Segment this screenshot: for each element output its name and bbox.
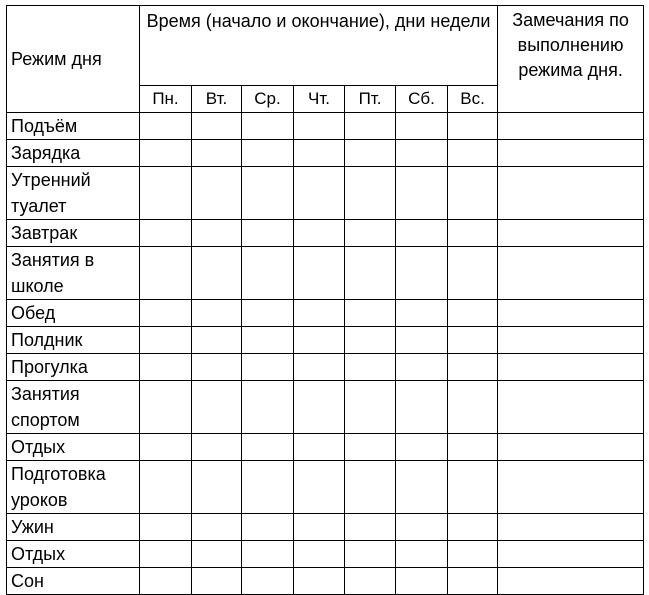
time-cell[interactable] <box>448 541 498 568</box>
time-cell[interactable] <box>192 113 242 140</box>
time-cell[interactable] <box>396 327 448 354</box>
header-mode: Режим дня <box>7 6 140 113</box>
time-cell[interactable] <box>294 354 345 381</box>
day-header-cell: Пт. <box>345 86 396 113</box>
time-cell[interactable] <box>448 140 498 167</box>
row-label: Завтрак <box>7 220 140 247</box>
time-cell[interactable] <box>345 461 396 514</box>
time-cell[interactable] <box>242 140 294 167</box>
time-cell[interactable] <box>294 381 345 434</box>
time-cell[interactable] <box>448 514 498 541</box>
time-cell[interactable] <box>448 327 498 354</box>
time-cell[interactable] <box>345 541 396 568</box>
time-cell[interactable] <box>345 300 396 327</box>
time-cell[interactable] <box>192 220 242 247</box>
time-cell[interactable] <box>345 434 396 461</box>
time-cell[interactable] <box>192 167 242 220</box>
table-row <box>7 140 644 167</box>
notes-cell[interactable] <box>498 514 644 541</box>
notes-cell[interactable] <box>498 113 644 140</box>
time-cell[interactable] <box>242 434 294 461</box>
time-cell[interactable] <box>345 113 396 140</box>
row-label: Прогулка <box>7 354 140 381</box>
time-cell[interactable] <box>345 167 396 220</box>
time-cell[interactable] <box>294 461 345 514</box>
table-row <box>7 541 644 568</box>
time-cell[interactable] <box>396 167 448 220</box>
time-cell[interactable] <box>396 434 448 461</box>
day-header-cell: Вт. <box>192 86 242 113</box>
row-label: Подъём <box>7 113 140 140</box>
time-cell[interactable] <box>294 568 345 595</box>
time-cell[interactable] <box>192 327 242 354</box>
row-label: Утренний туалет <box>7 167 140 220</box>
time-cell[interactable] <box>396 300 448 327</box>
time-cell[interactable] <box>396 514 448 541</box>
time-cell[interactable] <box>140 247 192 300</box>
time-cell[interactable] <box>294 220 345 247</box>
table-row <box>7 354 644 381</box>
time-cell[interactable] <box>140 327 192 354</box>
time-cell[interactable] <box>396 568 448 595</box>
notes-cell[interactable] <box>498 300 644 327</box>
table-row <box>7 327 644 354</box>
time-cell[interactable] <box>140 300 192 327</box>
time-cell[interactable] <box>345 140 396 167</box>
time-cell[interactable] <box>294 327 345 354</box>
row-label: Занятия спортом <box>7 381 140 434</box>
row-label: Подготовка уроков <box>7 461 140 514</box>
time-cell[interactable] <box>448 247 498 300</box>
row-label: Сон <box>7 568 140 595</box>
notes-cell[interactable] <box>498 354 644 381</box>
time-cell[interactable] <box>396 381 448 434</box>
time-cell[interactable] <box>294 514 345 541</box>
row-label: Отдых <box>7 434 140 461</box>
time-cell[interactable] <box>448 568 498 595</box>
time-cell[interactable] <box>242 541 294 568</box>
time-cell[interactable] <box>294 113 345 140</box>
table-body <box>7 113 644 595</box>
time-cell[interactable] <box>140 461 192 514</box>
notes-cell[interactable] <box>498 247 644 300</box>
notes-cell[interactable] <box>498 434 644 461</box>
time-cell[interactable] <box>396 461 448 514</box>
time-cell[interactable] <box>448 354 498 381</box>
time-cell[interactable] <box>140 514 192 541</box>
time-cell[interactable] <box>140 167 192 220</box>
time-cell[interactable] <box>192 514 242 541</box>
time-cell[interactable] <box>294 300 345 327</box>
time-cell[interactable] <box>294 167 345 220</box>
table-row <box>7 300 644 327</box>
time-cell[interactable] <box>242 247 294 300</box>
table-row <box>7 568 644 595</box>
row-label: Отдых <box>7 541 140 568</box>
table-row <box>7 461 644 514</box>
time-cell[interactable] <box>396 541 448 568</box>
daily-routine-table <box>6 5 644 595</box>
time-cell[interactable] <box>242 568 294 595</box>
time-cell[interactable] <box>345 354 396 381</box>
time-cell[interactable] <box>140 381 192 434</box>
time-cell[interactable] <box>192 247 242 300</box>
table-row <box>7 167 644 220</box>
time-cell[interactable] <box>242 461 294 514</box>
time-cell[interactable] <box>448 434 498 461</box>
time-cell[interactable] <box>192 461 242 514</box>
time-cell[interactable] <box>345 568 396 595</box>
header-notes: Замечания по выполнению режима дня. <box>498 6 644 113</box>
time-cell[interactable] <box>140 568 192 595</box>
time-cell[interactable] <box>192 381 242 434</box>
time-cell[interactable] <box>242 514 294 541</box>
time-cell[interactable] <box>140 220 192 247</box>
time-cell[interactable] <box>242 327 294 354</box>
time-cell[interactable] <box>140 113 192 140</box>
time-cell[interactable] <box>140 354 192 381</box>
time-cell[interactable] <box>242 167 294 220</box>
time-cell[interactable] <box>140 140 192 167</box>
time-cell[interactable] <box>345 220 396 247</box>
time-cell[interactable] <box>192 541 242 568</box>
time-cell[interactable] <box>396 354 448 381</box>
notes-cell[interactable] <box>498 220 644 247</box>
day-header-cell: Сб. <box>396 86 448 113</box>
row-label: Занятия в школе <box>7 247 140 300</box>
time-cell[interactable] <box>294 434 345 461</box>
time-cell[interactable] <box>345 247 396 300</box>
notes-cell[interactable] <box>498 568 644 595</box>
notes-cell[interactable] <box>498 140 644 167</box>
table-row <box>7 514 644 541</box>
day-header-cell: Ср. <box>242 86 294 113</box>
time-cell[interactable] <box>345 327 396 354</box>
time-cell[interactable] <box>396 113 448 140</box>
time-cell[interactable] <box>448 300 498 327</box>
table-row <box>7 381 644 434</box>
time-cell[interactable] <box>242 354 294 381</box>
table-row <box>7 113 644 140</box>
notes-cell[interactable] <box>498 461 644 514</box>
time-cell[interactable] <box>448 167 498 220</box>
time-cell[interactable] <box>448 461 498 514</box>
time-cell[interactable] <box>192 434 242 461</box>
time-cell[interactable] <box>140 434 192 461</box>
table-row <box>7 247 644 300</box>
row-label: Обед <box>7 300 140 327</box>
row-label: Ужин <box>7 514 140 541</box>
time-cell[interactable] <box>192 568 242 595</box>
table-row <box>7 220 644 247</box>
time-cell[interactable] <box>294 140 345 167</box>
day-header-cell: Чт. <box>294 86 345 113</box>
notes-cell[interactable] <box>498 541 644 568</box>
time-cell[interactable] <box>448 381 498 434</box>
time-cell[interactable] <box>192 140 242 167</box>
notes-cell[interactable] <box>498 167 644 220</box>
table-row <box>7 434 644 461</box>
time-cell[interactable] <box>192 300 242 327</box>
time-cell[interactable] <box>396 220 448 247</box>
time-cell[interactable] <box>448 220 498 247</box>
time-cell[interactable] <box>192 354 242 381</box>
header-time: Время (начало и окончание), дни недели <box>140 6 498 86</box>
time-cell[interactable] <box>242 113 294 140</box>
row-label: Полдник <box>7 327 140 354</box>
day-header-cell: Вс. <box>448 86 498 113</box>
time-cell[interactable] <box>294 541 345 568</box>
time-cell[interactable] <box>294 247 345 300</box>
day-header-cell: Пн. <box>140 86 192 113</box>
time-cell[interactable] <box>242 300 294 327</box>
time-cell[interactable] <box>242 381 294 434</box>
notes-cell[interactable] <box>498 381 644 434</box>
row-label: Зарядка <box>7 140 140 167</box>
time-cell[interactable] <box>345 514 396 541</box>
time-cell[interactable] <box>242 220 294 247</box>
time-cell[interactable] <box>396 247 448 300</box>
time-cell[interactable] <box>345 381 396 434</box>
time-cell[interactable] <box>448 113 498 140</box>
time-cell[interactable] <box>140 541 192 568</box>
time-cell[interactable] <box>396 140 448 167</box>
notes-cell[interactable] <box>498 327 644 354</box>
